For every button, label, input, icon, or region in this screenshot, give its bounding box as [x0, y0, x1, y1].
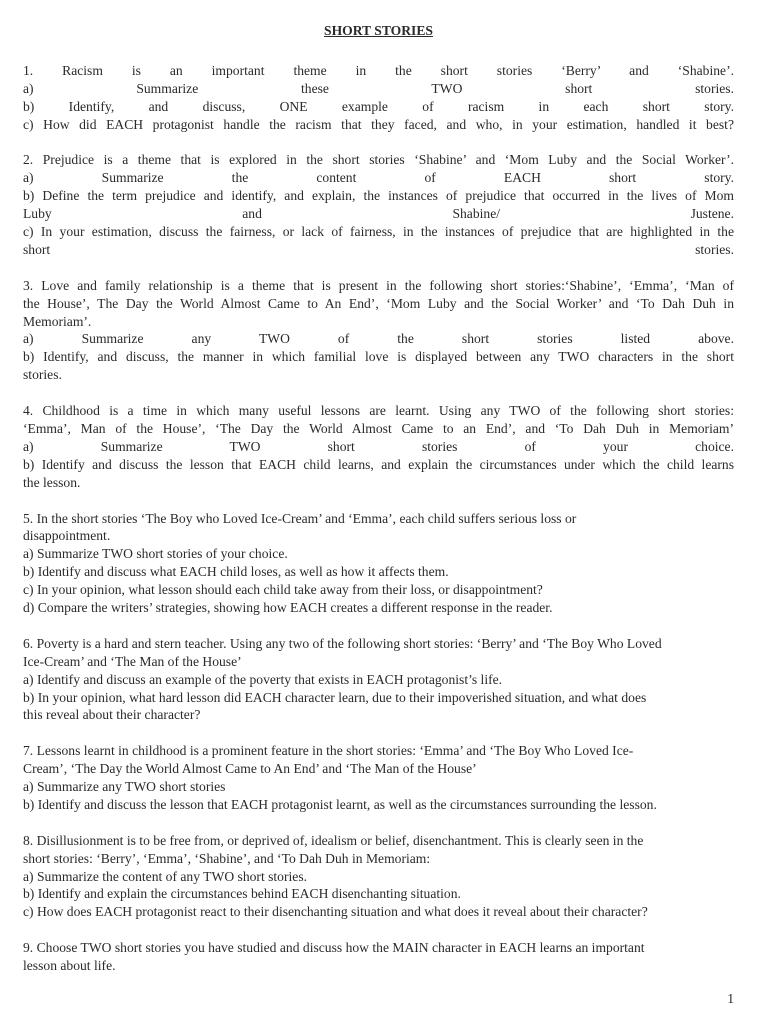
question-line: Memoriam’. — [23, 313, 92, 329]
page-title: SHORT STORIES — [324, 23, 433, 38]
question-line: a) Summarize these TWO short stories. — [23, 80, 734, 96]
question-line: a) Summarize the content of EACH short story. — [23, 170, 734, 186]
question-4 — [23, 402, 734, 492]
question-line: a) Summarize the content of any TWO short stories. — [23, 868, 308, 884]
question-line: Ice-Cream’ and ‘The Man of the House’ — [23, 653, 242, 669]
question-line: d) Compare the writers’ strategies, showing how EACH creates a different response in the reader. — [23, 600, 553, 616]
question-line: b) Identify, and discuss, the manner in which familial love is displayed between any TWO characters in the short — [23, 349, 734, 365]
question-line: the House’, The Day the World Almost Came to An End’, ‘Mom Luby and the Social Worker’ and ‘To Dah Duh in — [23, 295, 734, 311]
question-line: a) Identify and discuss an example of the poverty that exists in EACH protagonist’s life. — [23, 671, 503, 687]
question-1 — [23, 62, 734, 134]
question-line: short stories. — [23, 241, 734, 257]
question-line: a) Summarize TWO short stories of your choice. — [23, 546, 288, 562]
question-5 — [23, 510, 734, 617]
question-line: a) Summarize any TWO short stories — [23, 779, 226, 795]
question-line: b) Identify, and discuss, ONE example of racism in each short story. — [23, 98, 734, 114]
question-9 — [23, 939, 734, 975]
question-line: 8. Disillusionment is to be free from, or deprived of, idealism or belief, disenchantment. This is clearly seen in the — [23, 832, 644, 848]
question-8 — [23, 832, 734, 922]
question-line: 7. Lessons learnt in childhood is a prominent feature in the short stories: ‘Emma’ and ‘The Boy Who Loved Ice- — [23, 743, 634, 759]
question-line: 9. Choose TWO short stories you have studied and discuss how the MAIN character in EACH learns an important — [23, 940, 645, 956]
question-3 — [23, 277, 734, 384]
question-line: the lesson. — [23, 474, 81, 490]
question-line: b) Identify and discuss the lesson that EACH protagonist learnt, as well as the circumstances surrounding the lesson. — [23, 796, 657, 812]
question-line: this reveal about their character? — [23, 707, 201, 723]
question-line: a) Summarize any TWO of the short stories listed above. — [23, 331, 734, 347]
question-line: Luby and Shabine/ Justene. — [23, 206, 734, 222]
document-page — [23, 22, 734, 993]
question-line: c) In your opinion, what lesson should each child take away from their loss, or disappointment? — [23, 582, 543, 598]
question-line: short stories: ‘Berry’, ‘Emma’, ‘Shabine’, and ‘To Dah Duh in Memoriam: — [23, 850, 431, 866]
question-line: 6. Poverty is a hard and stern teacher. Using any two of the following short stories: ‘Berry’ and ‘The Boy Who Loved — [23, 635, 662, 651]
question-line: a) Summarize TWO short stories of your choice. — [23, 438, 734, 454]
question-line: stories. — [23, 367, 62, 383]
question-line: c) How does EACH protagonist react to their disenchanting situation and what does it reveal about their character? — [23, 904, 648, 920]
question-line: 5. In the short stories ‘The Boy who Loved Ice-Cream’ and ‘Emma’, each child suffers serious loss or — [23, 510, 577, 526]
question-2 — [23, 151, 734, 258]
question-line: disappointment. — [23, 528, 111, 544]
question-line: c) How did EACH protagonist handle the racism that they faced, and who, in your estimation, handled it best? — [23, 116, 734, 132]
question-line: Cream’, ‘The Day the World Almost Came to An End’ and ‘The Man of the House’ — [23, 761, 477, 777]
question-line: lesson about life. — [23, 958, 116, 974]
question-6 — [23, 635, 734, 725]
question-line: b) Identify and discuss the lesson that EACH child learns, and explain the circumstances under which the child learns — [23, 456, 734, 472]
question-line: ‘Emma’, Man of the House’, ‘The Day the World Almost Came to an End’, and ‘To Dah Duh in Memoriam’ — [23, 420, 734, 436]
question-7 — [23, 742, 734, 814]
question-line: 4. Childhood is a time in which many useful lessons are learnt. Using any TWO of the following short stories: — [23, 403, 734, 419]
question-line: 1. Racism is an important theme in the short stories ‘Berry’ and ‘Shabine’. — [23, 62, 734, 78]
question-line: b) Define the term prejudice and identify, and explain, the instances of prejudice that occurred in the lives of Mom — [23, 188, 734, 204]
question-line: b) Identify and discuss what EACH child loses, as well as how it affects them. — [23, 564, 449, 580]
question-line: b) Identify and explain the circumstances behind EACH disenchanting situation. — [23, 886, 461, 902]
page-number: 1 — [727, 991, 734, 1006]
question-line: 3. Love and family relationship is a theme that is present in the following short stories:‘Shabine’, ‘Emma’, ‘Man of — [23, 277, 734, 293]
question-line: b) In your opinion, what hard lesson did EACH character learn, due to their impoverished situation, and what does — [23, 689, 647, 705]
question-line: c) In your estimation, discuss the fairness, or lack of fairness, in the instances of prejudice that are highlighted in the — [23, 224, 734, 240]
question-line: 2. Prejudice is a theme that is explored in the short stories ‘Shabine’ and ‘Mom Luby and the Social Worker’. — [23, 152, 734, 168]
